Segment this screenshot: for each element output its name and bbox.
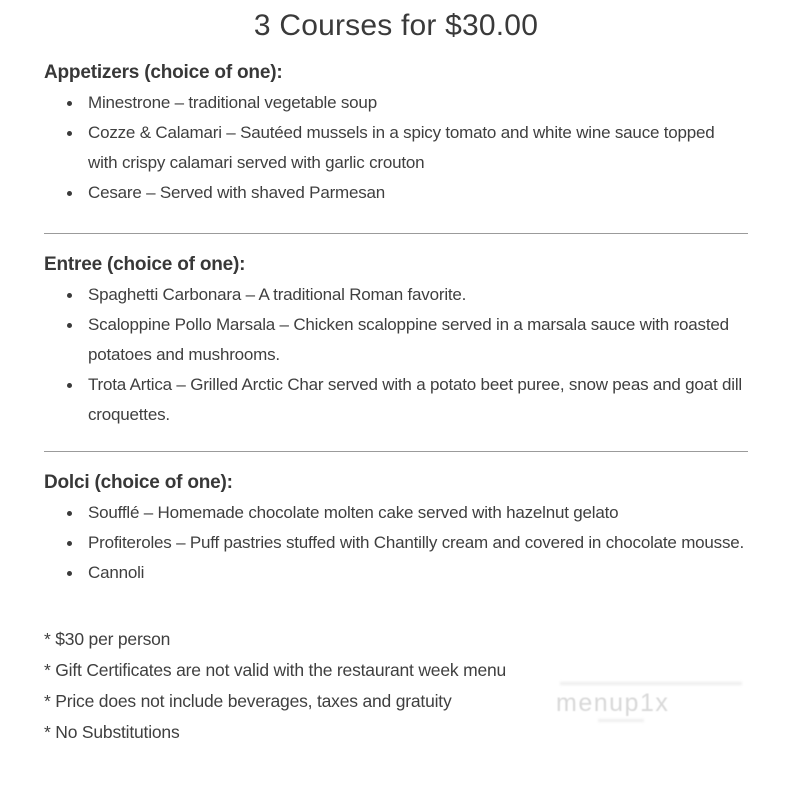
menu-item <box>44 558 748 588</box>
watermark-smudge <box>560 682 742 685</box>
bullet-icon <box>67 511 72 516</box>
bullet-icon <box>67 293 72 298</box>
menu-item <box>44 310 748 370</box>
page-title: 3 Courses for $30.00 <box>253 9 539 42</box>
footnote: * Gift Certificates are not valid with the restaurant week menu <box>44 660 507 680</box>
menu-item-text: Cesare – Served with shaved Parmesan <box>88 183 386 202</box>
menu-item-text: Soufflé – Homemade chocolate molten cake served with hazelnut gelato <box>88 503 619 522</box>
menu-item-text: Trota Artica – Grilled Arctic Char served with a potato beet puree, snow peas and goat dill croquettes. <box>88 375 742 424</box>
menu-item-text: Scaloppine Pollo Marsala – Chicken scaloppine served in a marsala sauce with roasted potatoes and mushrooms. <box>88 315 729 364</box>
bullet-icon <box>67 541 72 546</box>
menu-item <box>44 280 748 310</box>
menu-item-text: Minestrone – traditional vegetable soup <box>88 93 377 112</box>
menu-item <box>44 528 748 558</box>
menu-item-text: Profiteroles – Puff pastries stuffed with Chantilly cream and covered in chocolate mousse. <box>88 533 745 552</box>
section-heading-entree: Entree (choice of one): <box>44 254 246 275</box>
bullet-icon <box>67 323 72 328</box>
menupix-watermark: menup1x <box>556 689 670 717</box>
section-heading-appetizers: Appetizers (choice of one): <box>44 62 283 83</box>
menu-item-text: Cozze & Calamari – Sautéed mussels in a spicy tomato and white wine sauce topped with crispy calamari served with garlic crouton <box>88 123 715 172</box>
section-heading-dolci: Dolci (choice of one): <box>44 472 233 493</box>
menu-item-text: Cannoli <box>88 563 145 582</box>
section-divider <box>44 233 748 234</box>
menu-item-text: Spaghetti Carbonara – A traditional Roman favorite. <box>88 285 467 304</box>
footnote: * Price does not include beverages, taxes and gratuity <box>44 691 452 711</box>
entree-list <box>44 280 748 430</box>
menu-item <box>44 88 748 118</box>
bullet-icon <box>67 191 72 196</box>
section-divider <box>44 451 748 452</box>
dolci-list <box>44 498 748 588</box>
footnotes-block <box>44 624 748 748</box>
menu-item <box>44 498 748 528</box>
menu-item <box>44 178 748 208</box>
menu-item <box>44 370 748 430</box>
menu-item <box>44 118 748 178</box>
bullet-icon <box>67 383 72 388</box>
footnote: * $30 per person <box>44 629 171 649</box>
footnote: * No Substitutions <box>44 722 180 742</box>
bullet-icon <box>67 101 72 106</box>
bullet-icon <box>67 571 72 576</box>
appetizers-list <box>44 88 748 208</box>
watermark-smudge <box>598 719 644 722</box>
bullet-icon <box>67 131 72 136</box>
